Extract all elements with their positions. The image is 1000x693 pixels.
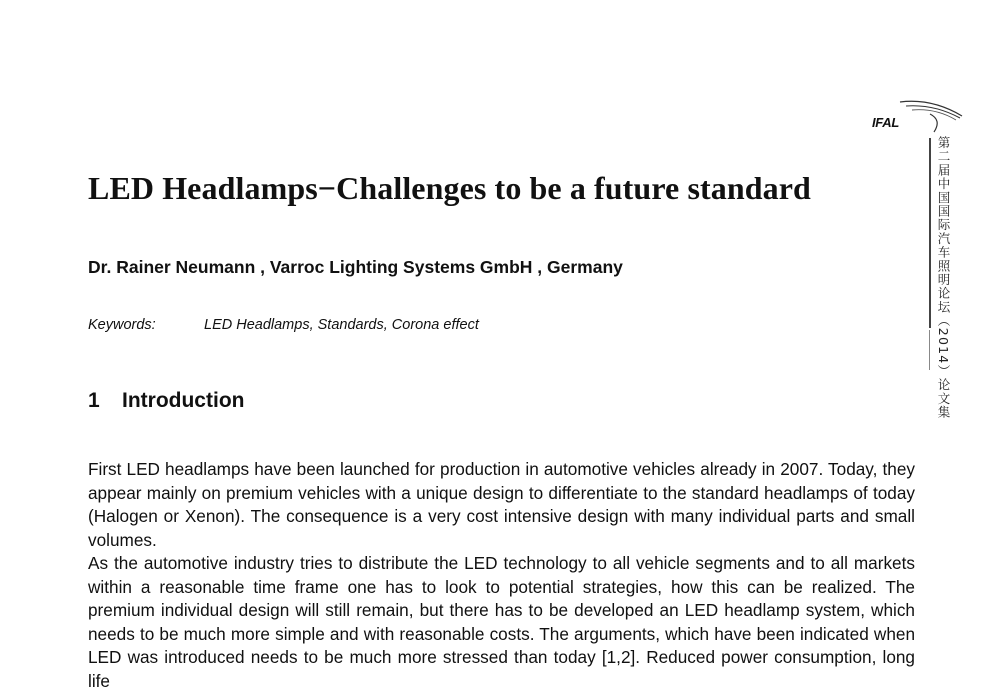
- section-heading: [88, 389, 244, 413]
- keywords-line: [88, 317, 479, 333]
- section-title: Introduction: [122, 389, 245, 412]
- author-line: Dr. Rainer Neumann , Varroc Lighting Systems GmbH , Germany: [88, 257, 623, 277]
- side-divider-dashed: [929, 330, 930, 370]
- body-text: [88, 458, 915, 693]
- logo-text: IFAL: [872, 115, 899, 130]
- section-number: 1: [88, 389, 100, 412]
- side-divider: [929, 138, 931, 328]
- side-caption: 第二届中国国际汽车照明论坛（2014）论文集: [936, 136, 951, 420]
- paragraph: First LED headlamps have been launched for production in automotive vehicles already in 2007. Today, they appear mainly on premium vehicles with a unique design to differentiate to the standard headlamps of today (Halogen or Xenon). The consequence is a very cost intensive design with many individual parts and small volumes.: [88, 459, 915, 550]
- ifal-logo: [872, 98, 964, 134]
- paper-title: LED Headlamps−Challenges to be a future standard: [88, 170, 811, 206]
- keywords-label: Keywords:: [88, 317, 156, 333]
- paragraph: As the automotive industry tries to distribute the LED technology to all vehicle segments and to all markets within a reasonable time frame one has to look to potential strategies, how this can be realized. The premium individual design will still remain, but there has to be developed an LED headlamp system, which needs to be much more simple and with reasonable costs. The arguments, which have been indicated when LED was introduced needs to be much more stressed than today [1,2]. Reduced power consumption, long life: [88, 553, 915, 691]
- keywords-value: LED Headlamps, Standards, Corona effect: [204, 317, 479, 333]
